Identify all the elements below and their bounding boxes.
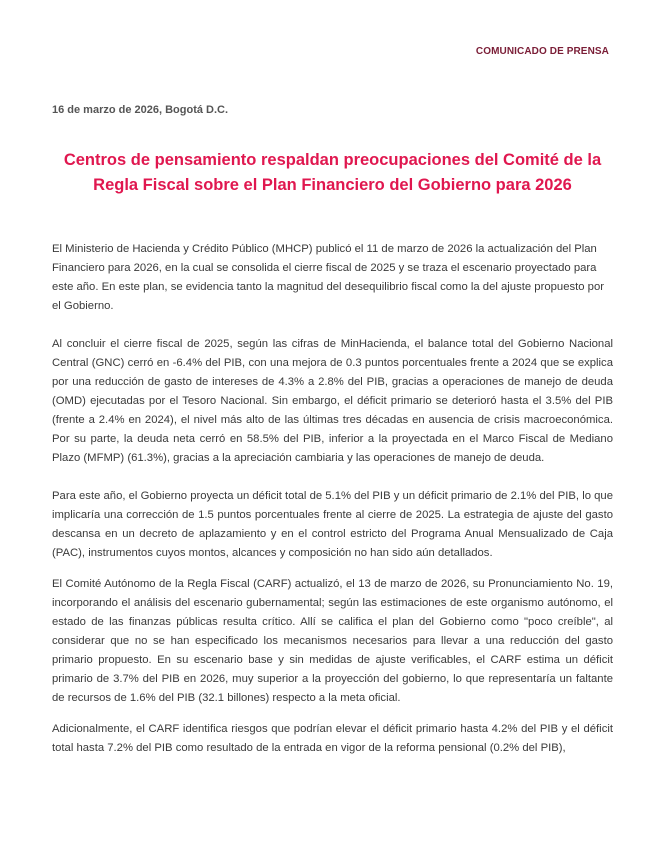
document-type-label: COMUNICADO DE PRENSA (475, 46, 609, 57)
headline: Centros de pensamiento respaldan preocupaciones del Comité de la Regla Fiscal sobre el Plan Financiero del Gobierno para 2026 (63, 151, 602, 194)
paragraph-5: Adicionalmente, el CARF identifica riesgos que podrían elevar el déficit primario hasta 4.2% del PIB y el déficit total hasta 7.2% del PIB como resultado de la entrada en vigor de la reforma pensional (0.2% del PIB), (52, 723, 613, 754)
paragraph-4: El Comité Autónomo de la Regla Fiscal (CARF) actualizó, el 13 de marzo de 2026, su Pronunciamiento No. 19, incorporando el análisis del escenario gubernamental; según las estimaciones de este organismo autónomo, el estado de las finanzas públicas resulta crítico. Allí se califica el plan del Gobierno como "poco creíble", al considerar que no se han especificado los mecanismos necesarios para llevar a una reducción del gasto primario propuesto. En su escenario base y sin medidas de ajuste verificables, el CARF estima un déficit primario de 3.7% del PIB en 2026, muy superior a la proyección del gobierno, lo que representaría un faltante de recursos de 1.6% del PIB (32.1 billones) respecto a la meta oficial. (52, 578, 613, 704)
paragraph-1: El Ministerio de Hacienda y Crédito Público (MHCP) publicó el 11 de marzo de 2026 la actualización del Plan Financiero para 2026, en la cual se consolida el cierre fiscal de 2025 y se traza el escenario proyectado para este año. En este plan, se evidencia tanto la magnitud del desequilibrio fiscal como la del ajuste propuesto por el Gobierno. (52, 243, 605, 312)
paragraph-3: Para este año, el Gobierno proyecta un déficit total de 5.1% del PIB y un déficit primario de 2.1% del PIB, lo que implicaría una corrección de 1.5 puntos porcentuales frente al cierre de 2025. La estrategia de ajuste del gasto descansa en un decreto de aplazamiento y en el control estricto del Programa Anual Mensualizado de Caja (PAC), instrumentos cuyos montos, alcances y composición no han sido aún detallados. (52, 490, 613, 559)
paragraph-2: Al concluir el cierre fiscal de 2025, según las cifras de MinHacienda, el balance total del Gobierno Nacional Central (GNC) cerró en -6.4% del PIB, con una mejora de 0.3 puntos porcentuales frente a 2024 que se explica por una reducción de gasto de intereses de 4.3% a 2.8% del PIB, gracias a operaciones de manejo de deuda (OMD) ejecutadas por el Tesoro Nacional. Sin embargo, el déficit primario se deterioró hasta el 3.5% del PIB (frente a 2.4% en 2024), el nivel más alto de las últimas tres décadas en ausencia de crisis macroeconómica. Por su parte, la deuda neta cerró en 58.5% del PIB, inferior a la proyectada en el Marco Fiscal de Mediano Plazo (MFMP) (61.3%), gracias a la apreciación cambiaria y las operaciones de manejo de deuda. (52, 338, 613, 464)
dateline: 16 de marzo de 2026, Bogotá D.C. (52, 104, 229, 116)
article-body (52, 240, 613, 770)
